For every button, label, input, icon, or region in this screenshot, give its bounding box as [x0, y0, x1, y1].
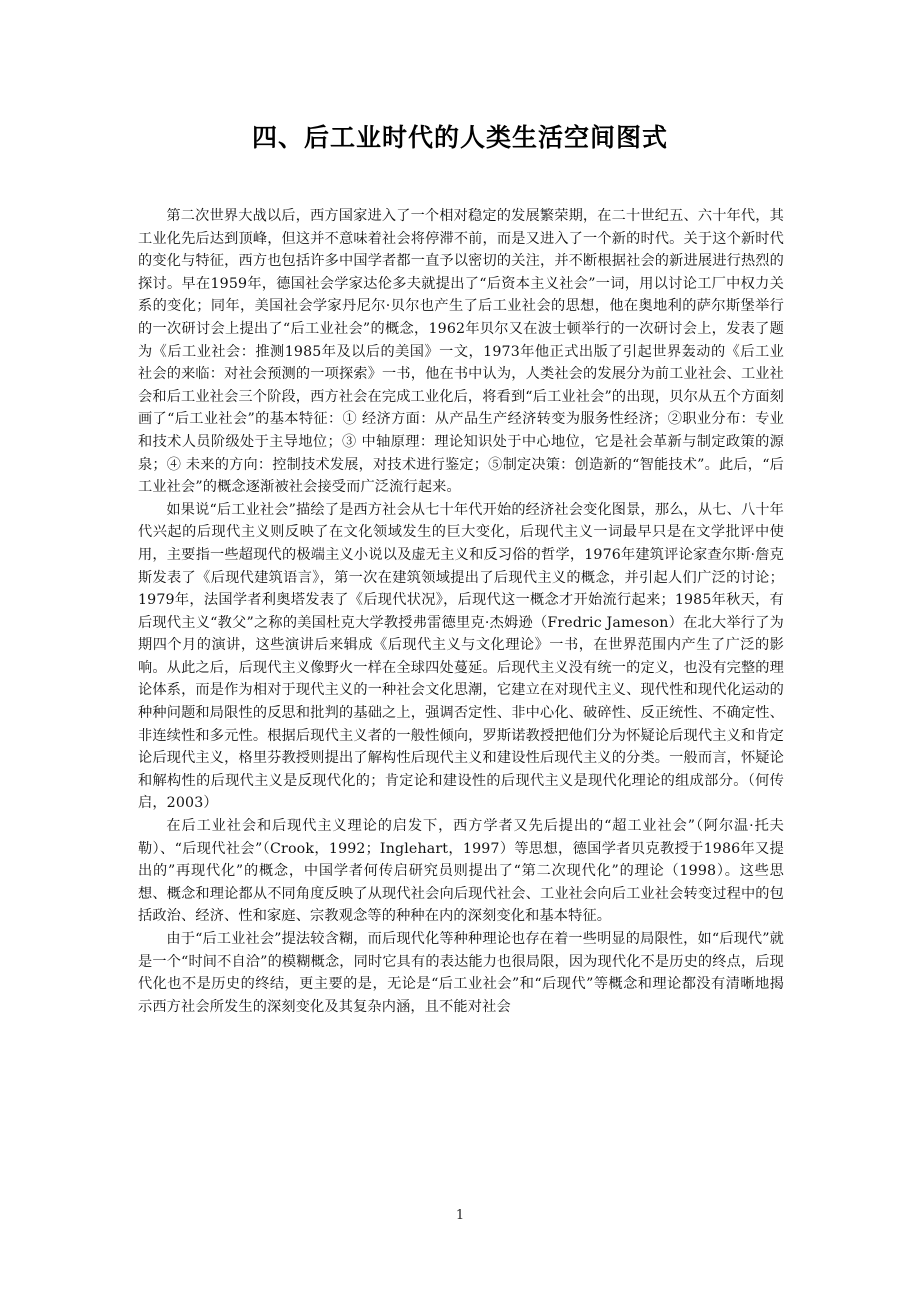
- paragraph-3: 在后工业社会和后现代主义理论的启发下，西方学者又先后提出的“超工业社会”（阿尔温·托夫勒）、“后现代社会”（Crook，1992；Inglehart，1997）等思想，德国学者贝克教授于1986年又提出的”再现代化”的概念，中国学者何传启研究员则提出了“第二次现代化”的理论（1998）。这些思想、概念和理论都从不同角度反映了从现代社会向后现代社会、工业社会向后工业社会转变过程中的包括政治、经济、性和家庭、宗教观念等的种种在内的深刻变化和基本特征。: [138, 818, 784, 925]
- paragraph-2: 如果说“后工业社会”描绘了是西方社会从七十年代开始的经济社会变化图景，那么，从七、八十年代兴起的后现代主义则反映了在文化领域发生的巨大变化，后现代主义一词最早只是在文学批评中使用，主要指一些超现代的极端主义小说以及虚无主义和反习俗的哲学，1976年建筑评论家查尔斯·詹克斯发表了《后现代建筑语言》，第一次在建筑领域提出了后现代主义的概念，并引起人们广泛的讨论；1979年，法国学者利奥塔发表了《后现代状况》，后现代这一概念才开始流行起来；1985年秋天，有后现代主义“教父”之称的美国杜克大学教授弗雷德里克·杰姆逊（Fredric Jameson）在北大举行了为期四个月的演讲，这些演讲后来辑成《后现代主义与文化理论》一书，在世界范围内产生了广泛的影响。从此之后，后现代主义像野火一样在全球四处蔓延。后现代主义没有统一的定义，也没有完整的理论体系，而是作为相对于现代主义的一种社会文化思潮，它建立在对现代主义、现代性和现代化运动的种种问题和局限性的反思和批判的基础之上，强调否定性、非中心化、破碎性、反正统性、不确定性、非连续性和多元性。根据后现代主义者的一般性倾向，罗斯诺教授把他们分为怀疑论后现代主义和肯定论后现代主义，格里芬教授则提出了解构性后现代主义和建设性后现代主义的分类。一般而言，怀疑论和解构性的后现代主义是反现代化的；肯定论和建设性的后现代主义是现代化理论的组成部分。（何传启，2003）: [138, 501, 784, 812]
- page-number: 1: [455, 1208, 465, 1223]
- page-title: 四、后工业时代的人类生活空间图式: [251, 123, 668, 152]
- paragraph-4: 由于“后工业社会”提法较含糊，而后现代化等种种理论也存在着一些明显的局限性，如“后现代”就是一个“时间不自洽”的模糊概念，同时它具有的表达能力也很局限，因为现代化不是历史的终点，后现代化也不是历史的终结，更主要的是，无论是“后工业社会”和“后现代”等概念和理论都没有清晰地揭示西方社会所发生的深刻变化及其复杂内涵，且不能对社会: [138, 931, 784, 1015]
- paragraph-1: 第二次世界大战以后，西方国家进入了一个相对稳定的发展繁荣期，在二十世纪五、六十年代，其工业化先后达到顶峰，但这并不意味着社会将停滞不前，而是又进入了一个新的时代。关于这个新时代的变化与特征，西方也包括许多中国学者都一直予以密切的关注，并不断根据社会的新进展进行热烈的探讨。早在1959年，德国社会学家达伦多夫就提出了“后资本主义社会”一词，用以讨论工厂中权力关系的变化；同年，美国社会学家丹尼尔·贝尔也产生了后工业社会的思想，他在奥地利的萨尔斯堡举行的一次研讨会上提出了“后工业社会”的概念，1962年贝尔又在波士顿举行的一次研讨会上，发表了题为《后工业社会：推测1985年及以后的美国》一文，1973年他正式出版了引起世界轰动的《后工业社会的来临：对社会预测的一项探索》一书，他在书中认为，人类社会的发展分为前工业社会、工业社会和后工业社会三个阶段，西方社会在完成工业化后，将看到“后工业社会”的出现，贝尔从五个方面刻画了“后工业社会”的基本特征：① 经济方面：从产品生产经济转变为服务性经济；②职业分布：专业和技术人员阶级处于主导地位；③ 中轴原理：理论知识处于中心地位，它是社会革新与制定政策的源泉；④ 未来的方向：控制技术发展，对技术进行鉴定；⑤制定决策：创造新的“智能技术”。此后，“后工业社会”的概念逐渐被社会接受而广泛流行起来。: [138, 208, 784, 496]
- body-text: [138, 205, 784, 1018]
